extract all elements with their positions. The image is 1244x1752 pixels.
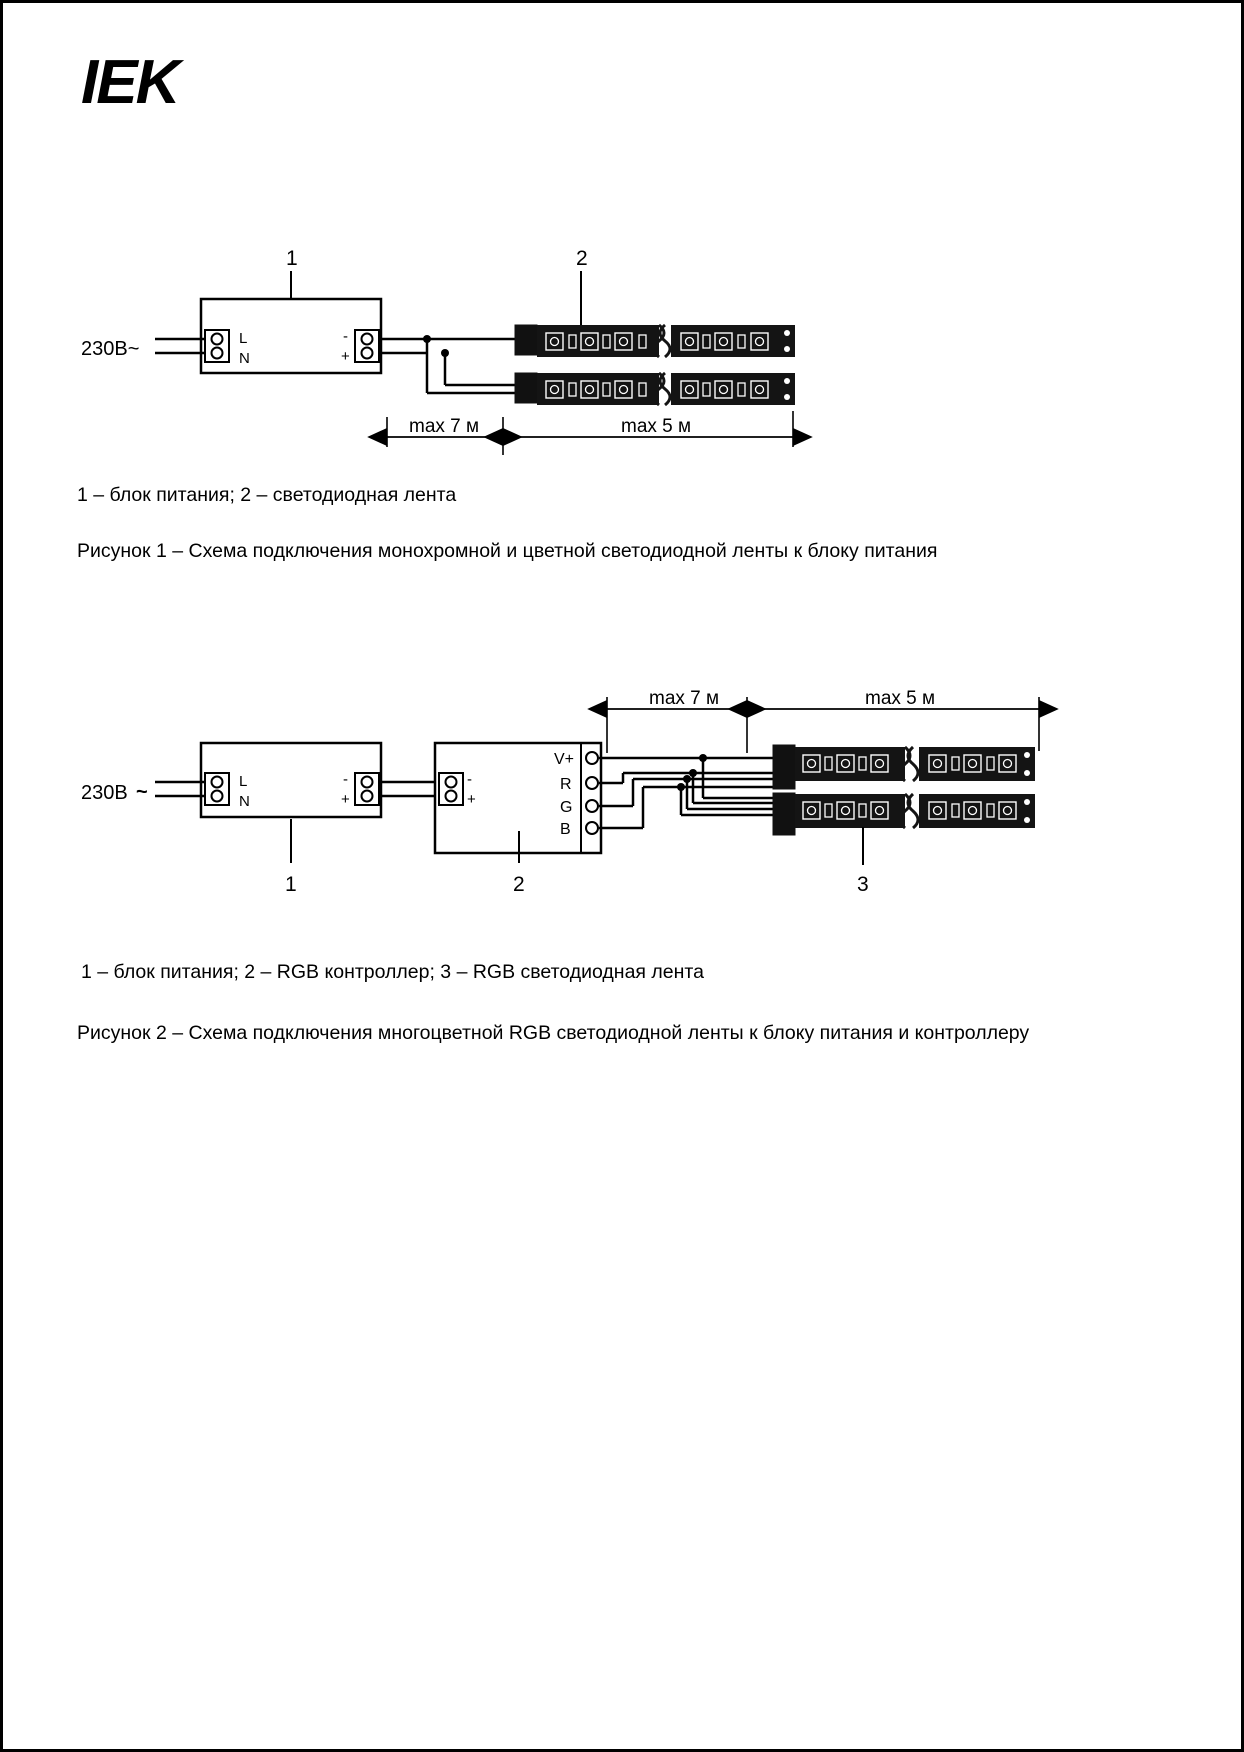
figure2-out-r: R <box>560 776 572 793</box>
figure2-psu-minus: - <box>343 771 348 788</box>
figure2-ctrl-minus: - <box>467 771 472 788</box>
figure2-mains-tilde: ~ <box>136 781 148 803</box>
figure2-terminal-l: L <box>239 773 248 790</box>
figure2-mains-label: 230В <box>81 782 128 804</box>
figure2-legend: 1 – блок питания; 2 – RGB контроллер; 3 – RGB светодиодная лента <box>81 961 704 983</box>
figure1-dim-left: max 7 м <box>409 416 480 437</box>
figure2-callout-1: 1 <box>285 873 297 896</box>
diagram-canvas <box>3 3 1244 1752</box>
led-strip-2-top <box>773 745 1035 789</box>
figure1-callout-1: 1 <box>286 247 298 270</box>
figure2-psu-plus: + <box>341 791 350 808</box>
figure1-legend: 1 – блок питания; 2 – светодиодная лента <box>77 484 457 506</box>
figure2-terminal-n: N <box>239 793 250 810</box>
figure1-callout-2: 2 <box>576 247 588 270</box>
figure1-terminal-n: N <box>239 350 250 367</box>
iek-logo: IEK <box>81 48 179 117</box>
led-strip-1-bottom <box>515 373 795 405</box>
figure2-out-b: B <box>560 821 571 838</box>
figure2-callout-2: 2 <box>513 873 525 896</box>
figure2-callout-3: 3 <box>857 873 869 896</box>
figure-1-group <box>81 247 795 455</box>
figure1-terminal-l: L <box>239 330 248 347</box>
figure1-dim-right: max 5 м <box>621 416 692 437</box>
figure2-ctrl-plus: + <box>467 791 476 808</box>
figure2-title: Рисунок 2 – Схема подключения многоцветной RGB светодиодной ленты к блоку питания и контроллеру <box>77 1022 1030 1044</box>
figure2-out-g: G <box>560 799 573 816</box>
figure1-title: Рисунок 1 – Схема подключения монохромной и цветной светодиодной ленты к блоку питания <box>77 540 938 562</box>
figure1-terminal-plus: + <box>341 348 350 365</box>
figure1-terminal-minus: - <box>343 328 348 345</box>
figure2-dim-left: max 7 м <box>649 688 720 709</box>
figure2-out-vplus: V+ <box>554 751 575 768</box>
figure-2-group <box>81 688 1039 896</box>
led-strip-2-bottom <box>773 793 1035 835</box>
figure2-dim-right: max 5 м <box>865 688 936 709</box>
led-strip-1-top <box>515 325 795 357</box>
figure1-mains-label: 230В~ <box>81 338 140 360</box>
